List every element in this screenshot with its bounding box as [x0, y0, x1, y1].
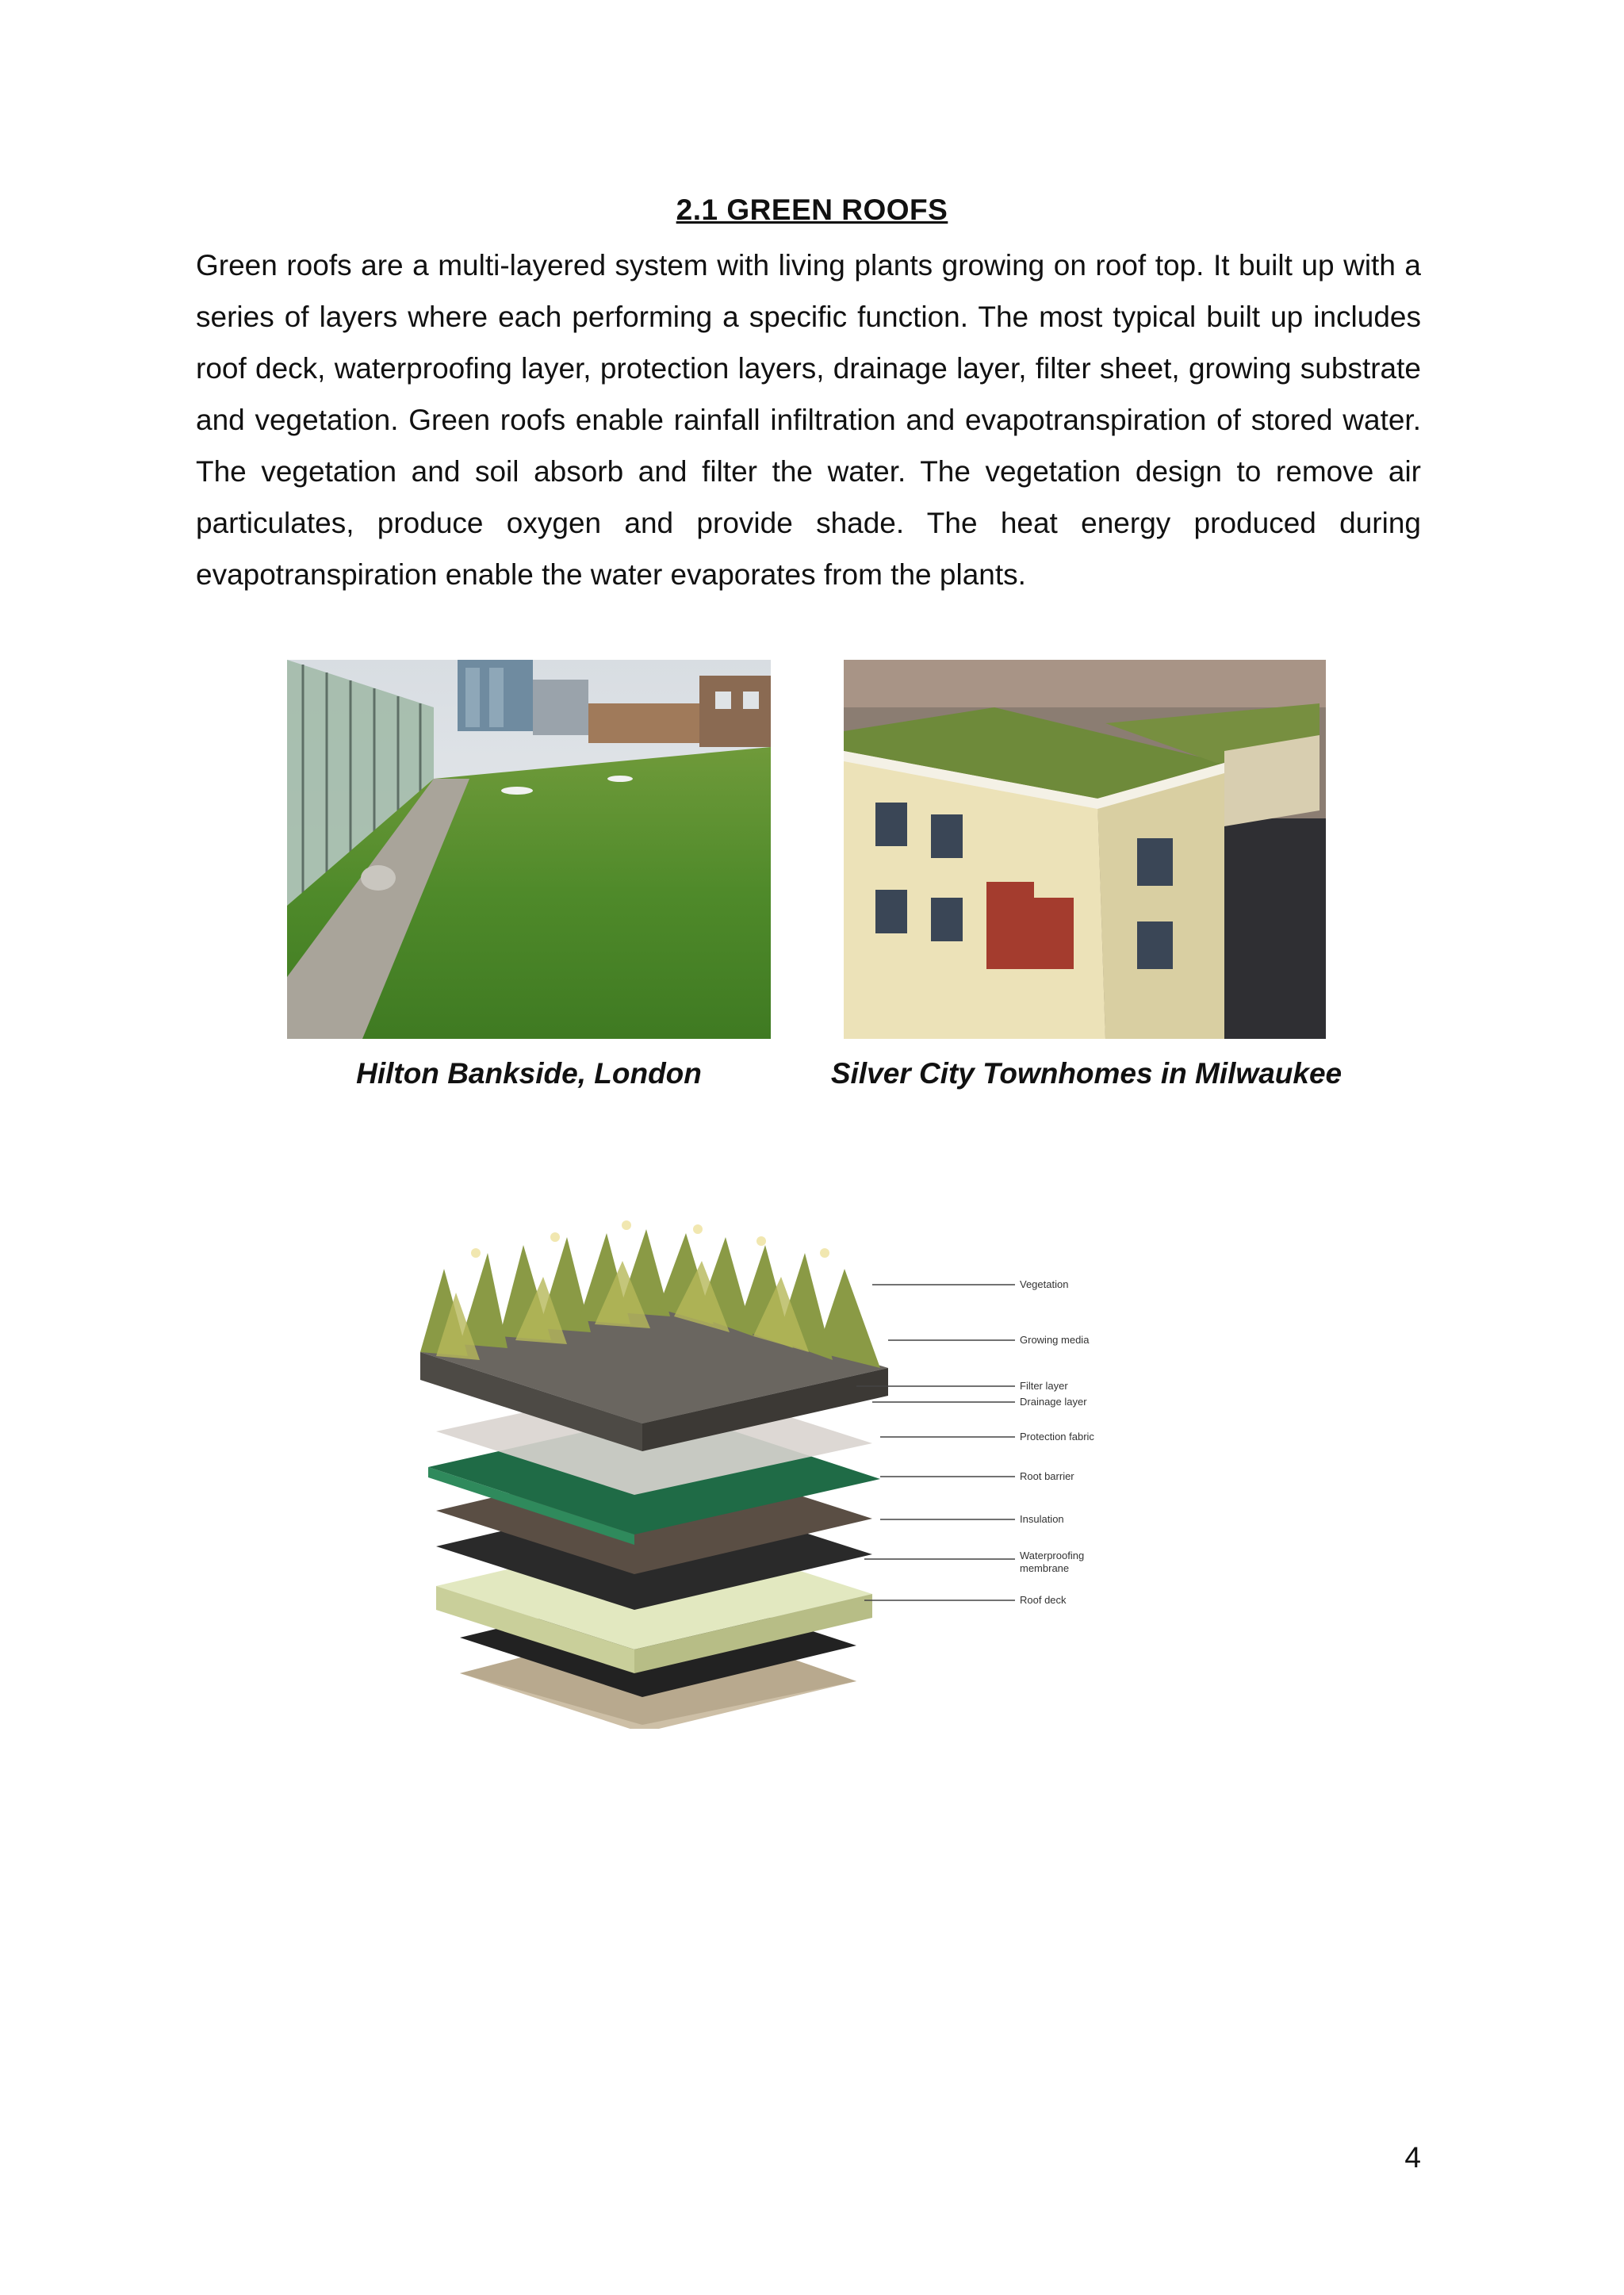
label-root-barrier: Root barrier [1020, 1470, 1074, 1482]
label-vegetation: Vegetation [1020, 1278, 1069, 1290]
page-number: 4 [1404, 2141, 1421, 2174]
green-roof-layer-diagram [412, 1205, 1142, 1729]
figure-caption-right: Silver City Townhomes in Milwaukee [830, 1057, 1342, 1090]
label-waterproofing: Waterproofing [1020, 1550, 1085, 1561]
label-growing-media: Growing media [1020, 1334, 1090, 1346]
label-insulation: Insulation [1020, 1513, 1064, 1525]
hilton-bankside-photo [287, 660, 771, 1039]
silver-city-townhomes-photo [844, 660, 1326, 1039]
label-roof-deck: Roof deck [1020, 1594, 1067, 1606]
label-membrane: membrane [1020, 1562, 1070, 1574]
label-filter-layer: Filter layer [1020, 1380, 1068, 1392]
section-heading: 2.1 GREEN ROOFS [676, 193, 948, 226]
section-paragraph: Green roofs are a multi-layered system with living plants growing on roof top. It built up with a series of layers where each performing a specific function. The most typical built up includes roof deck, waterproofing layer, protection layers, drainage layer, filter sheet, growing substrate and vegetation. Green roofs enable rainfall infiltration and evapotranspiration of stored water. The vegetation and soil absorb and filter the water. The vegetation design to remove air particulates, produce oxygen and provide shade. The heat energy produced during evapotranspiration enable the water evaporates from the plants. [196, 249, 1421, 591]
figure-caption-left: Hilton Bankside, London [356, 1057, 702, 1090]
label-drainage-layer: Drainage layer [1020, 1396, 1087, 1408]
label-protection-fabric: Protection fabric [1020, 1431, 1094, 1443]
